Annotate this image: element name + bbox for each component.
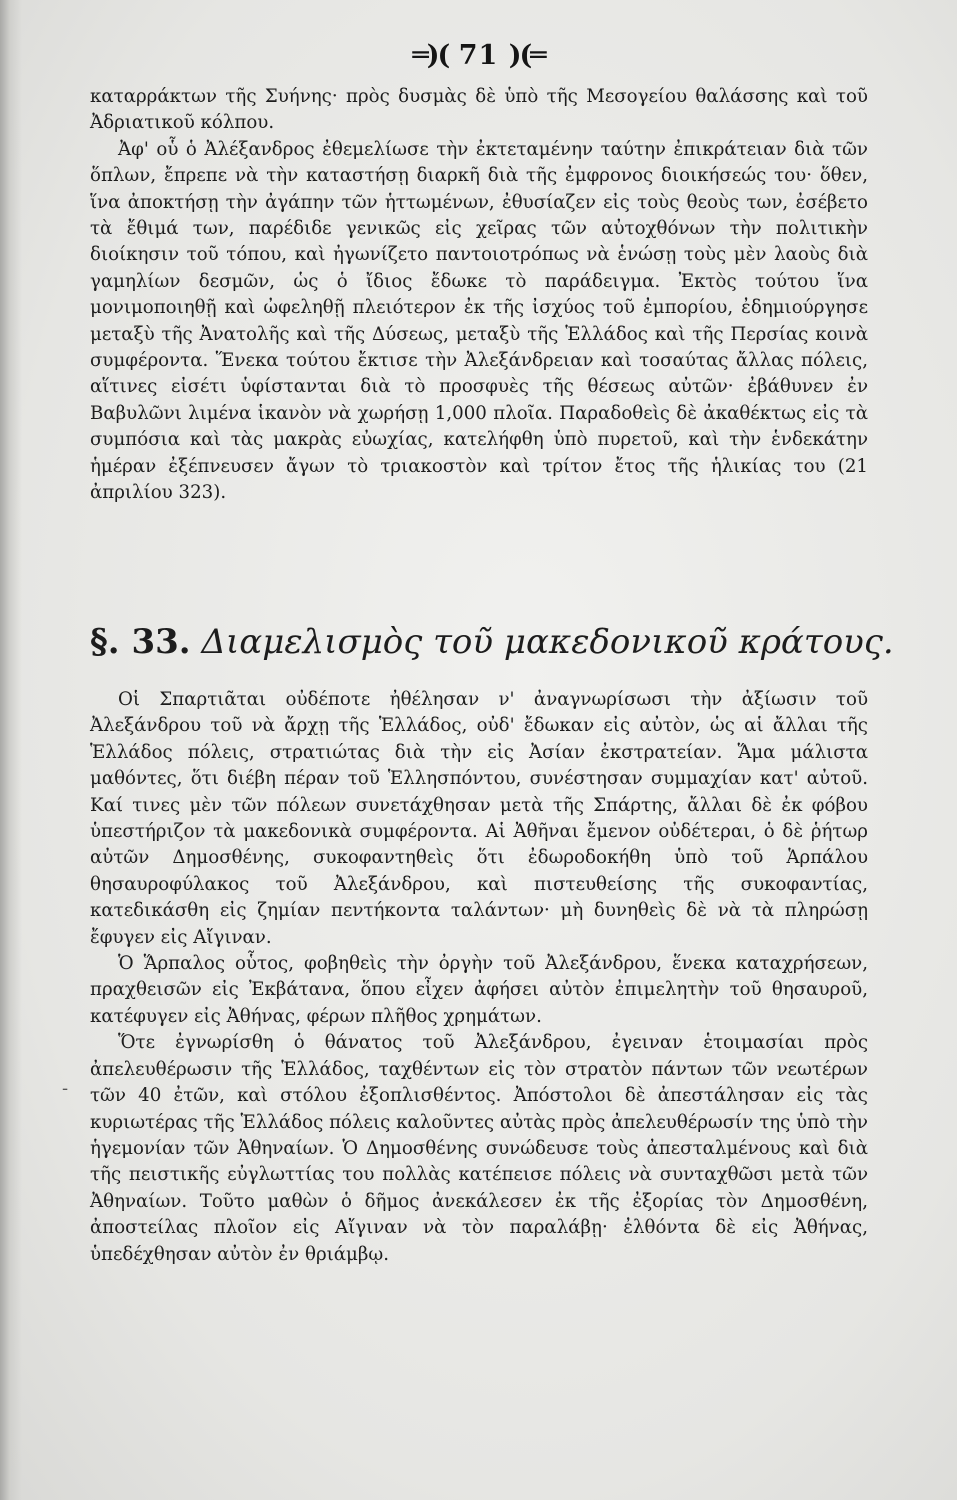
paragraph: Ὅτε ἐγνωρίσθη ὁ θάνατος τοῦ Ἀλεξάνδρου, ἐγειναν ἑτοιμασίαι πρὸς ἀπελευθέρωσιν τῆς Ἑλλάδος, ταχθέντων εἰς τὸν στρατὸν πάντων τῶν νεωτέρων τῶν 40 ἐτῶν, καὶ στόλου ἐξοπλισθέντος. Ἀπόστολοι δὲ ἀπεστάλησαν εἰς τὰς κυριωτέρας τῆς Ἑλλάδος πόλεις καλοῦντες αὐτὰς πρὸς ἀπελευθέρωσίν της ὑπὸ τὴν ἡγεμονίαν τῶν Ἀθηναίων. Ὁ Δημοσθένης συνώδευσε τοὺς ἀπεσταλμένους καὶ διὰ τῆς πειστικῆς εὐγλωττίας του πολλὰς κατέπεισε πόλεις νὰ συνταχθῶσι μετὰ τῶν Ἀθηναίων. Τοῦτο μαθὼν ὁ δῆμος ἀνεκάλεσεν ἐκ τῆς ἐξορίας τὸν Δημοσθένη, ἀποστείλας πλοῖον εἰς Αἴγιναν νὰ τὸν παραλάβῃ· ἐλθόντα δὲ εἰς Ἀθήνας, ὑπεδέχθησαν αὐτὸν ἐν θριάμβῳ. (90, 1032, 868, 1265)
section-heading (90, 620, 894, 664)
paragraph: Ἀφ' οὗ ὁ Ἀλέξανδρος ἐθεμελίωσε τὴν ἐκτεταμένην ταύτην ἐπικράτειαν διὰ τῶν ὅπλων, ἔπρεπε νὰ τὴν καταστήσῃ διαρκῆ διὰ τῆς ἐμφρονος διοικήσεώς του· ὅθεν, ἵνα ἀποκτήσῃ τὴν ἀγάπην τῶν ἡττωμένων, ἐθυσίαζεν εἰς τοὺς θεοὺς των, ἐσέβετο τὰ ἔθιμά των, παρέδιδε γενικῶς εἰς χεῖρας τῶν αὐτοχθόνων τὴν πολιτικὴν διοίκησιν τοῦ τόπου, καὶ ἠγωνίζετο παντοιοτρόπως νὰ ἑνώσῃ τοὺς μὲν λαοὺς διὰ γαμηλίων δεσμῶν, ὡς ὁ ἴδιος ἔδωκε τὸ παράδειγμα. Ἐκτὸς τούτου ἵνα μονιμοποιηθῇ καὶ ὠφεληθῇ πλειότερον ἐκ τῆς ἰσχύος τοῦ ἐμπορίου, ἐδημιούργησε μεταξὺ τῆς Ἀνατολῆς καὶ τῆς Δύσεως, μεταξὺ τῆς Ἑλλάδος καὶ τῆς Περσίας κοινὰ συμφέροντα. Ἕνεκα τούτου ἔκτισε τὴν Ἀλεξάνδρειαν καὶ τοσαύτας ἄλλας πόλεις, αἵτινες εἰσέτι ὑφίστανται διὰ τὸ προσφυὲς τῆς θέσεως αὐτῶν· ἐβάθυνεν ἐν Βαβυλῶνι λιμένα ἱκανὸν νὰ χωρήσῃ 1,000 πλοῖα. Παραδοθεὶς δὲ ἀκαθέκτως εἰς τὰ συμπόσια καὶ τὰς μακρὰς εὐωχίας, κατελήφθη ὑπὸ πυρετοῦ, καὶ τὴν ἑνδεκάτην ἡμέραν ἐξέπνευσεν ἄγων τὸ τριακοστὸν καὶ τρίτον ἔτος τῆς ἡλικίας του (21 ἀπριλίου 323). (90, 138, 868, 504)
paragraph: καταρράκτων τῆς Συήνης· πρὸς δυσμὰς δὲ ὑπὸ τῆς Μεσογείου θαλάσσης καὶ τοῦ Ἀδριατικοῦ κόλπου. (90, 86, 868, 134)
page-header (0, 40, 957, 71)
text-block-upper (90, 84, 868, 507)
text-block-lower (90, 687, 868, 1268)
margin-mark: - (62, 1078, 69, 1099)
header-ornament-left: ═)( (412, 40, 449, 71)
paragraph: Οἱ Σπαρτιᾶται οὐδέποτε ἠθέλησαν ν' ἀναγνωρίσωσι τὴν ἀξίωσιν τοῦ Ἀλεξάνδρου τοῦ νὰ ἄρχῃ τῆς Ἑλλάδος, οὐδ' ἔδωκαν εἰς αὐτὸν, ὡς αἱ ἄλλαι τῆς Ἑλλάδος πόλεις, στρατιώτας διὰ τὴν εἰς Ἀσίαν ἐκστρατείαν. Ἅμα μάλιστα μαθόντες, ὅτι διέβη πέραν τοῦ Ἑλλησπόντου, συνέστησαν συμμαχίαν κατ' αὐτοῦ. Καί τινες μὲν τῶν πόλεων συνετάχθησαν μετὰ τῆς Σπάρτης, ἄλλαι δὲ ἐκ φόβου ὑπεστήριζον τὰ μακεδονικὰ συμφέροντα. Αἱ Ἀθῆναι ἔμενον οὐδέτεραι, ὁ δὲ ῥήτωρ αὐτῶν Δημοσθένης, συκοφαντηθεὶς ὅτι ἐδωροδοκήθη ὑπὸ τοῦ Ἁρπάλου θησαυροφύλακος τοῦ Ἀλεξάνδρου, καὶ πιστευθείσης τῆς συκοφαντίας, κατεδικάσθη εἰς ζημίαν πεντήκοντα ταλάντων· μὴ δυνηθεὶς δὲ νὰ τὰ πληρώσῃ ἔφυγεν εἰς Αἴγιναν. (90, 689, 868, 948)
header-ornament-right: )(═ (508, 40, 545, 71)
page-gutter-shadow (0, 0, 22, 1500)
section-title: Διαμελισμὸς τοῦ μακεδονικοῦ κράτους. (201, 622, 894, 662)
page-number: 71 (458, 40, 499, 71)
paragraph: Ὁ Ἅρπαλος οὗτος, φοβηθεὶς τὴν ὀργὴν τοῦ Ἀλεξάνδρου, ἕνεκα καταχρήσεων, πραχθεισῶν εἰς Ἐκβάτανα, ὅπου εἶχεν ἀφήσει αὐτὸν ἐπιμελητὴν τοῦ θησαυροῦ, κατέφυγεν εἰς Ἀθήνας, φέρων πλῆθος χρημάτων. (90, 953, 868, 1027)
section-number: §. 33. (90, 622, 191, 662)
